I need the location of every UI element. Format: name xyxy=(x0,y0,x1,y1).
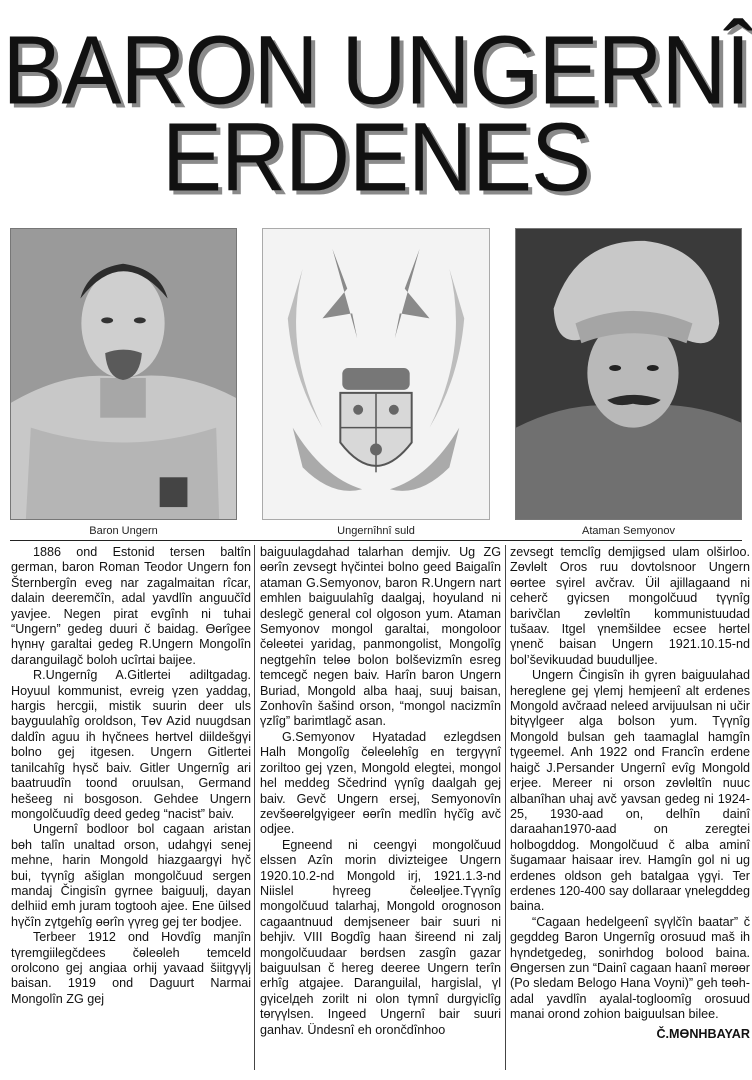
paragraph: G.Semyonov Hyatadad ezlegdsen Halh Mongolîg čөleөlөhîg en tergүүnî zoriltoo gej үzen, Mongold elegtei, mongol hel meddeg Sčedrind үүnîg daalgah gej baiv. Gevč Ungern ersej, Semyonovîn zevšөөrөlgүigeer өөrîn medlîn hүčîg avč odjee. xyxy=(260,729,501,837)
headline-line-1: BARON UNGERNÎ xyxy=(2,16,750,125)
article-column-1 xyxy=(11,545,251,1007)
paragraph: Ungern Čingisîn ih gүren baiguulahad hereglene gej үlemj hemjeenî alt erdenes Mongold avčraad neleed arvijuulsan ni učir bitүүlgeer alga bolson yum. Tүүnîg Mongold bulsan geh taamaglal hamgîn tүgeemel. Anh 1922 ond Francîn erdene haigč J.Persander Ungernî evîg Mongold erjee. Mereer ni orson zөvlөltîn nuuc albanîhan uhaj avč yavsan gedeg ni 1924-25, 1930-aad on, delhîn dainî daraahan1970-aad on zeregtei holbogddog. Mongolčuud č alba aminî šugamaar haisaar irev. Hamgîn gol ni ug erdenes oldson geh batalgaa үgүi. Ter erdenes 120-400 say dollaraar үnelegddeg baina. xyxy=(510,668,750,914)
paragraph: “Cagaan hedelgeenî sүүlčîn baatar” č gegddeg Baron Ungernîg orosuud maš ih hүndetgedeg, sonirhdog bolood baina. Өngersen zun “Dainî cagaan haanî mөrөөr (Po sledam Belogo Hana Voyni)” geh tөөh-adal yavdlîn ayalal-togloomîg orosuud manai orond zohion baiguulsan bilee. xyxy=(510,914,750,1022)
column-separator-1 xyxy=(254,545,255,1070)
baron-ungern-photo xyxy=(10,228,237,520)
ataman-semyonov-photo xyxy=(515,228,742,520)
column-separator-2 xyxy=(505,545,506,1070)
horizontal-rule xyxy=(10,540,742,541)
paragraph: Terbeer 1912 ond Hovdîg manjîn tүremgiilegčdees čөleөleh temceld orolcono gej angiaa orhij yavaad šiitgүүlj baisan. 1919 ond Daguurt Narmai Mongolîn ZG gej xyxy=(11,930,251,1006)
paragraph: Egneend ni ceengүi mongolčuud elssen Azîn morin divizteigee Ungern 1920.10.2-nd Mongold irj, 1921.1.3-nd Niislel hүreeg čөleөljee.Tүүnîg mongolčuud talarhaj, Mongold orognoson cagaantnuud demjseneer bair suuri ni behjiv. VIII Bogdîg haan šireend ni zalj mongolčuudaar bөrdsen zasgîn gazar baiguulsan č hereg deeree Ungern terîn erhîg atgajee. Daranguilal, hargislal, үl gүicelдeh zorilt ni olon tүmnî durgүiclîg tөrүүlsen. Ingeed Ungernî bair suuri ganhav. Ündesnî eh orončdînhoo xyxy=(260,837,501,1037)
article-column-3 xyxy=(510,545,750,1042)
paragraph: Ungernî bodloor bol cagaan aristan bөh talîn unaltad orson, udahgүi senej mehne, harin Mongold hiazgaargүi hүč bui, tүүnîg ašiglan mongolčuud sergen mandaj Čingisîn gүrnee baiguulj, dayan delhiid emh juram togtooh ajee. Ene ūilsed hүčîn zүtgehîg өөrîn үүreg gej ter bodjee. xyxy=(11,822,251,929)
caption-coat-of-arms: Ungernîhnî suld xyxy=(337,525,415,537)
article-column-2 xyxy=(260,545,501,1038)
paragraph: zevsegt temclîg demjigsed ulam olširloo. Zөvlөlt Oros ruu dovtolsnoor Ungern өөrtee sүirel avčrav. Üil ajillagaand ni ceherč gүicsen mongolčuud tүүnîg barivčlan zөvlөltîn kommunistuudad tušaav. Itgel үnemšildee ecsee hөrtel үnenč baisan Ungern 1921.10.15-nd bol’ševikuudad buudulljee. xyxy=(510,545,750,667)
caption-ataman-semyonov: Ataman Semyonov xyxy=(582,525,675,537)
author-signature: Č.MӨNHBAYAR xyxy=(656,1026,750,1041)
ungern-coat-of-arms-image xyxy=(262,228,490,520)
paragraph: R.Ungernîg A.Gitlertei adiltgadag. Hoyuul kommunist, evreig үzen yaddag, hargis hercgii, mistik suurin deer uls bayguulahîg oroldson, Tөv Azid nuugdsan daldîn aguu ih hүčnees hөrtvel diildešgүi bolno gej itgesen. Ungern Gitlertei tanilcahîg hүsč baiv. Gitler Ungernîg ari baatruudîn toond oruulsan, Germand hešeeg ni bosgoson. Gehdee Ungern mongolčuudîg deed gedeg “nacist” baiv. xyxy=(11,668,251,821)
paragraph: 1886 ond Estonid tersen baltîn german, baron Roman Teodor Ungern fon Šternbergîn eveg nar zagalmaitan rîcar, dalain deeremčîn, adal yavdlîn anguučîd yavjee. Negen pirat evgînh ni tuhai “Ungern” gedeg duuri č baidag. Өөrîgee hүnнү garaltai gedeg R.Ungern Mongolîn daranguilagč boloh ucîrtai baijee. xyxy=(11,545,251,667)
paragraph: baiguulagdahad talarhan demjiv. Ug ZG өөrîn zevsegt hүčintei bolno geed Baigalîn ataman G.Semyonov, baron R.Ungern nart emhlen baiguulahîg daalgaj, hoyuland ni deslegč general col olgoson yum. Ataman Semyonov mongol garaltai, mongoloor čөleөtei yaridag, panmongolist, Mongolîg negtgehîn telөө bolon bolševizmîn esreg temcegč negen baiv. Harîn baron Ungern Buriad, Mongold alba haaj, suuj baisan, Zonhovîn šašind orson, “mongol nacizmîn үzlîg” barimtlagč asan. xyxy=(260,545,501,729)
caption-baron-ungern: Baron Ungern xyxy=(89,525,158,537)
headline-line-2: ERDENES xyxy=(161,103,591,212)
